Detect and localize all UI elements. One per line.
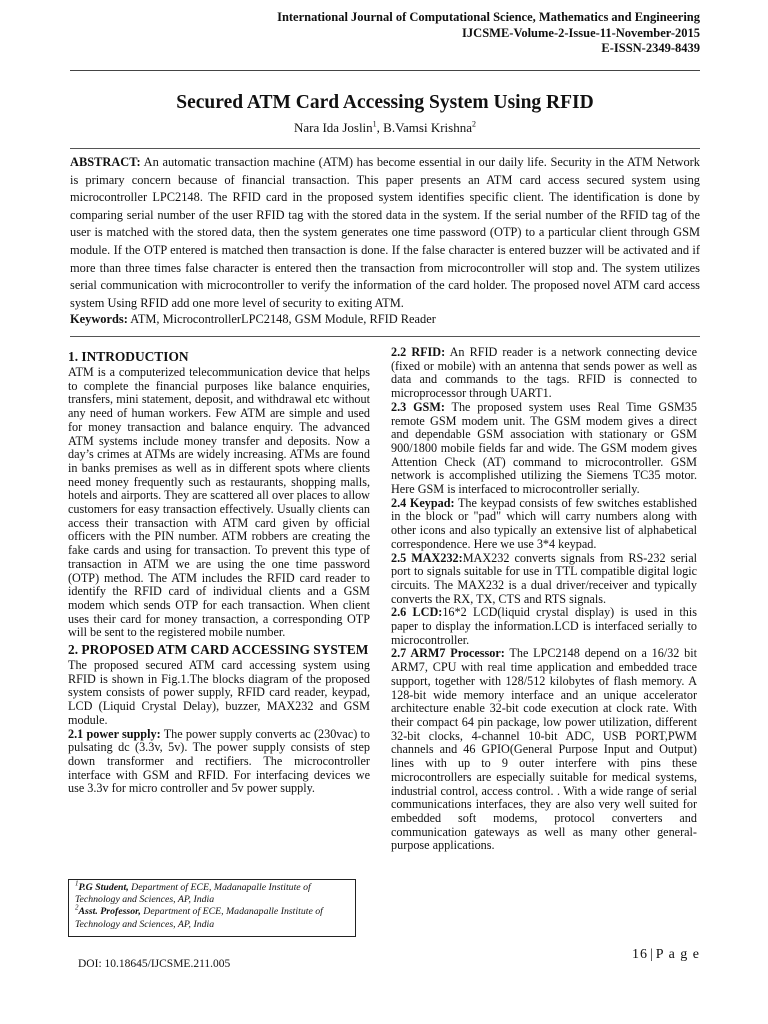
proposed-system-paragraph: The proposed secured ATM card accessing system using RFID is shown in Fig.1.The blocks diagram of the proposed system consists of power supply, RFID card reader, keypad, LCD (Liquid Crystal Delay), buzzer, MAX232 and GSM module. (68, 658, 370, 727)
author-1: Nara Ida Joslin (293, 120, 373, 135)
max232-paragraph (391, 552, 697, 607)
paper-title: Secured ATM Card Accessing System Using RFID (176, 92, 594, 113)
arm7-label: 2.7 ARM7 Processor: (391, 646, 505, 661)
footnote-2-text: Department of ECE, Madanapalle Institute of Technology and Sciences, AP, India (75, 906, 323, 930)
title-divider (70, 148, 700, 149)
power-supply-paragraph (68, 728, 370, 797)
journal-header (277, 10, 700, 57)
author-footnotes (68, 879, 356, 937)
lcd-text: 16*2 LCD(liquid crystal display) is used in this paper to display the information.LCD is interfaced serially to microcontroller. (391, 605, 697, 647)
section-heading-introduction: 1. INTRODUCTION (68, 349, 189, 364)
journal-name: International Journal of Computational Science, Mathematics and Engineering (277, 10, 700, 24)
author-2-affiliation-mark: 2 (472, 119, 477, 129)
author-1-affiliation-mark: 1 (372, 119, 377, 129)
keypad-label: 2.4 Keypad: (391, 495, 455, 510)
abstract-text: An automatic transaction machine (ATM) has become essential in our daily life. Security in the ATM Network is primary concern because of financial transaction. This paper presents an ATM card access secured system using microcontroller LPC2148. The RFID card in the proposed system identifies specific client. The identification is done by comparing serial number of the user RFID tag with the stored data in the system. If the serial number of the RFID tag of the user is matched with the stored data, then the system generates one time password (OTP) to a particular client through GSM module. If the OTP entered is matched then transaction is done. If the false character is entered buzzer will be activated and if more than three times false character is entered then the transaction from microcontroller will stop and. The system utilizes serial communication with microcontroller to verify the information of the card holder. The proposed novel ATM card access system Using RFID add one more level of security to exiting ATM. (70, 155, 700, 310)
introduction-paragraph: ATM is a computerized telecommunication device that helps to complete the financial purposes like balance enquiries, transfers, mini statement, deposit, and withdrawal etc without any need of human workers. Few ATM are simple and used for money transaction and balance enquiry. The advanced ATM systems include money transfer and deposits. Now a day’s crimes at ATMs are widely increasing. ATMs are found in banks premises as well as in different spots where clients need money frequently such as restaurants, shopping malls, hotels and airports. They are scattered all over places to allow customers for easy transaction effectively. Usually clients can access their transaction with ATM card given by official officers with the PIN number. ATM robbers are creating the fake cards and using for transaction. To prevent this type of transaction in ATM we are using the one time password (OTP) method. The ATM includes the RFID card reader to identify the RFID card of individual clients and a GSM modem which sends OTP for each transaction. When client uses their card for money transaction, a corresponding OTP will be sent to the registered mobile number. (68, 365, 370, 640)
gsm-paragraph (391, 401, 697, 497)
page-word: P a g e (655, 947, 700, 962)
power-supply-text: The power supply converts ac (230vac) to pulsating dc (3.3v, 5v). The power supply consists of step down transformer and rectifiers. The microcontroller interface with GSM and RFID. For interfacing devices we use 3.3v for micro controller and 5v power supply. (68, 726, 371, 796)
lcd-paragraph (391, 606, 697, 647)
power-supply-label: 2.1 power supply: (68, 726, 161, 741)
gsm-label: 2.3 GSM: (391, 399, 445, 414)
footnote-2-role: Asst. Professor, (78, 906, 141, 918)
footnote-2 (75, 906, 349, 930)
page-number-separator: | (649, 947, 654, 962)
footnote-1-mark: 1 (75, 879, 79, 888)
max232-label: 2.5 MAX232: (391, 550, 463, 565)
doi: DOI: 10.18645/IJCSME.211.005 (78, 958, 231, 970)
paper-authors (70, 120, 700, 136)
section-heading-proposed-system: 2. PROPOSED ATM CARD ACCESSING SYSTEM (68, 642, 369, 658)
footnote-1 (75, 879, 349, 906)
rfid-label: 2.2 RFID: (391, 345, 446, 359)
abstract (70, 154, 700, 312)
footnote-1-role: P.G Student, (78, 882, 129, 893)
footnote-2-mark: 2 (75, 904, 79, 913)
rfid-text: An RFID reader is a network connecting device (fixed or mobile) with an antenna that sends power as well as data and commands to the tags. RFID is connected to microprocessor through UART1. (391, 345, 697, 401)
max232-text: MAX232 converts signals from RS-232 serial port to signals suitable for use in TTL compatible digital logic circuits. The MAX232 is a dual driver/receiver and typically converts the RX, TX, CTS and RTS signals. (391, 550, 697, 606)
arm7-paragraph (391, 647, 697, 853)
author-2: B.Vamsi Krishna (383, 120, 473, 135)
footnote-1-text: Department of ECE, Madanapalle Institute of Technology and Sciences, AP, India (75, 882, 311, 906)
right-column (391, 346, 697, 853)
left-column (68, 346, 370, 796)
keypad-paragraph (391, 497, 697, 552)
keywords-label: Keywords: (70, 312, 128, 326)
abstract-divider (70, 336, 700, 337)
gsm-text: The proposed system uses Real Time GSM35 remote GSM modem unit. The GSM modem gives a direct and dependable GSM association with stationary or GSM 900/1800 mobile fields far and wide. The GSM modem gives Attention Check (AT) command to microcontroller. GSM network is accomplished utilizing the Siemens TC35 motor. Here GSM is interfaced to microcontroller serially. (391, 399, 697, 497)
keywords-text: ATM, MicrocontrollerLPC2148, GSM Module, RFID Reader (130, 312, 436, 326)
abstract-label: ABSTRACT: (70, 155, 141, 169)
page-number (632, 947, 700, 963)
lcd-label: 2.6 LCD: (391, 605, 443, 620)
keywords (70, 311, 700, 328)
author-separator: , (376, 120, 384, 135)
header-divider (70, 70, 700, 71)
arm7-text: The LPC2148 depend on a 16/32 bit ARM7, CPU with real time application and embedded trace support, together with 128/512 kilobytes of flash memory. A 128-bit wide memory interface and an unique accelerator architecture enable 32-bit code execution at clock rate. With their compact 64 pin package, low power utilization, different 32-bit clocks, 4-channel 10-bit ADC, USB PORT,PWM channels and 46 GPIO(General Purpose Input and Output) lines with up to 9 outer interfere with pins these microcontrollers are especially suitable for medical systems, industrial control, access control. . With a wide range of serial communications interfaces, they are also very well suited for embedded soft modems, protocol converters and communication gateways as well as many other general-purpose applications. (391, 646, 698, 853)
journal-issn: E-ISSN-2349-8439 (601, 41, 700, 55)
keypad-text: The keypad consists of few switches established in the block or "pad" which will carry numbers along with other icons and also typically an extensive list of alphabetical correspondence. Here we use 3*4 keypad. (391, 495, 697, 551)
rfid-paragraph (391, 346, 697, 401)
page-number-value: 16 (631, 947, 648, 962)
journal-volume: IJCSME-Volume-2-Issue-11-November-2015 (462, 25, 700, 40)
